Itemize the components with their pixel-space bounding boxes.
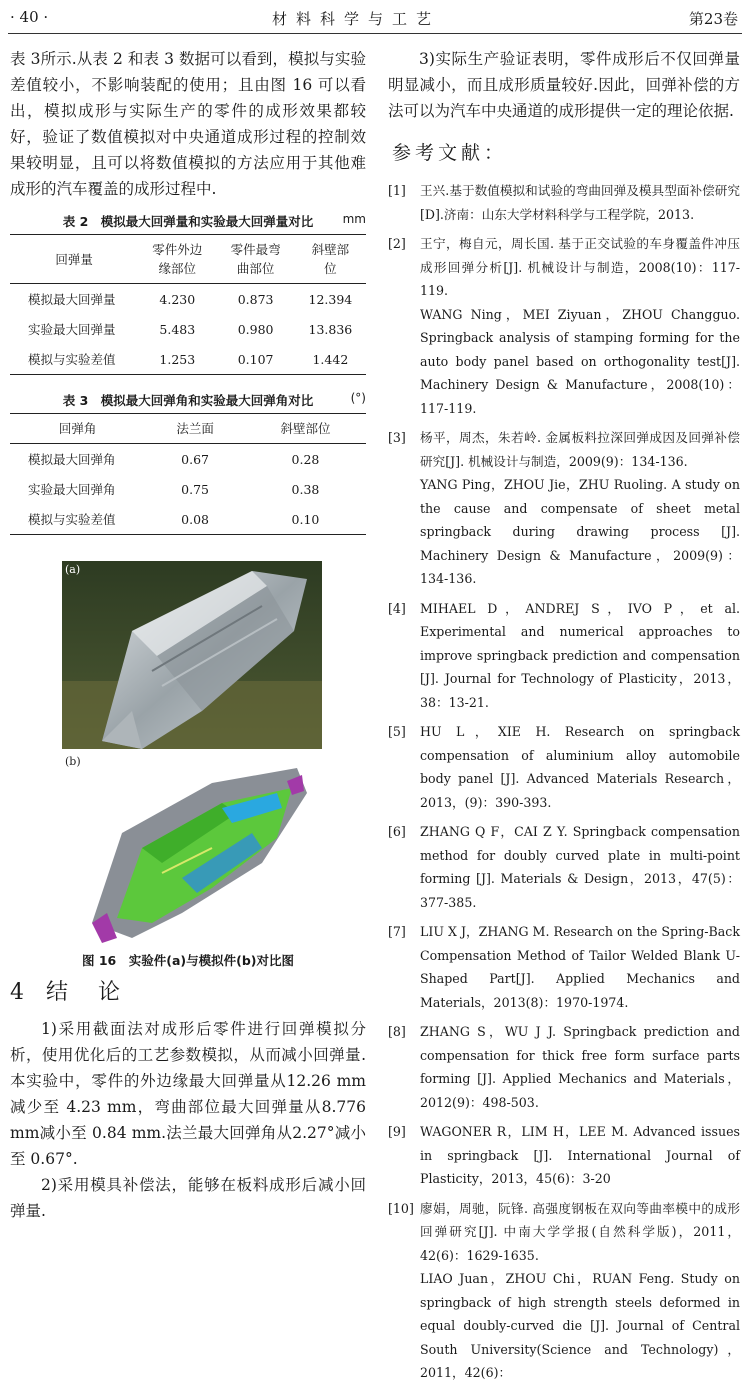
table-cell: 模拟与实验差值	[10, 344, 138, 375]
reference-item	[388, 1197, 740, 1385]
running-header	[0, 0, 750, 34]
reference-item	[388, 820, 740, 914]
table-cell: 0.08	[145, 504, 245, 535]
table-cell: 1.442	[295, 344, 366, 375]
reference-text	[420, 597, 740, 715]
section-title: 结 论	[46, 980, 125, 1005]
reference-line: MIHAEL D，ANDREJ S，IVO P，et al. Experimental and numerical approaches to improve springback prediction and compensation [J]. Journal for Technology of Plasticity，2013，38：13-21.	[420, 600, 740, 710]
table-header-row	[10, 235, 366, 284]
table-row	[10, 344, 366, 375]
table3-unit: (°)	[350, 391, 366, 405]
figure-label-a: (a)	[65, 563, 81, 576]
table-cell: 模拟最大回弹角	[28, 452, 116, 467]
reference-number: [1]	[388, 183, 406, 198]
reference-number: [4]	[388, 600, 406, 616]
reference-line: 廖娟，周驰，阮锋. 高强度钢板在双向等曲率模中的成形回弹研究[J]. 中南大学学报(自然科学版)，2011，42(6)：1629-1635.	[420, 1200, 740, 1263]
header-rule	[8, 33, 742, 34]
table-cell: 模拟与实验差值	[10, 504, 145, 535]
reference-list	[388, 179, 740, 1385]
table-header: 法兰面	[145, 414, 245, 444]
table2-title: 表 2 模拟最大回弹量和实验最大回弹量对比	[62, 214, 314, 229]
section-heading	[10, 975, 366, 1006]
reference-line: 杨平，周杰，朱若岭. 金属板料拉深回弹成因及回弹补偿研究[J]. 机械设计与制造，2009(9)：134-136.	[420, 430, 740, 469]
reference-text	[420, 179, 740, 226]
volume-label: 第23卷	[688, 10, 738, 28]
reference-item	[388, 920, 740, 1014]
reference-item	[388, 232, 740, 420]
reference-text	[420, 1120, 740, 1191]
table2	[10, 234, 366, 375]
reference-number: [2]	[388, 236, 406, 251]
table-header: 回弹角	[10, 414, 145, 444]
reference-number: [6]	[388, 824, 406, 839]
reference-line: ZHANG S，WU J J. Springback prediction and compensation for thick free form surface parts forming [J]. Applied Mechanics and Materials，2012(9)：498-503.	[420, 1024, 740, 1110]
table3	[10, 413, 366, 535]
table3-title: 表 3 模拟最大回弹角和实验最大回弹角对比	[62, 393, 314, 408]
figure-label-b: (b)	[65, 755, 81, 768]
conclusion-1: 1)采用截面法对成形后零件进行回弹模拟分析，使用优化后的工艺参数模拟，从而减小回弹量.本实验中，零件的外边缘最大回弹量从12.26 mm减少至 4.23 mm，弯曲部位最大回弹量从8.776 mm减小至 0.84 mm.法兰最大回弹角从2.27°减小至 0.67°.	[10, 1020, 366, 1168]
reference-number: [9]	[388, 1124, 406, 1139]
reference-line: HU L，XIE H. Research on springback compensation of aluminium alloy automobile body panel [J]. Advanced Materials Research，2013，(9)：390-393.	[420, 724, 740, 810]
table-cell: 5.483	[159, 321, 196, 337]
table-cell: 1.253	[138, 344, 216, 375]
table-header: 回弹量	[10, 235, 138, 284]
reference-line: LIAO Juan，ZHOU Chi，RUAN Feng. Study on springback of high strength steels deformed in equal doubly-curved die [J]. Journal of Central South University(Science and Technology)，2011，42(6)：	[420, 1271, 740, 1380]
table3-caption	[10, 391, 366, 409]
table-header: 零件最弯曲部位	[216, 235, 294, 284]
table-cell: 模拟最大回弹量	[28, 292, 116, 307]
table-row	[10, 444, 366, 475]
reference-line: LIU X J，ZHANG M. Research on the Spring-Back Compensation Method of Tailor Welded Blank U-Shaped Part[J]. Applied Mechanics and Materials，2013(8)：1970-1974.	[420, 924, 740, 1010]
table-header: 零件外边缘部位	[138, 235, 216, 284]
reference-text	[420, 232, 740, 420]
reference-line: YANG Ping，ZHOU Jie，ZHU Ruoling. A study on the cause and compensate of sheet metal springback during drawing process [J]. Machinery Design & Manufacture，2009(9)：134-136.	[420, 477, 740, 586]
reference-item	[388, 426, 740, 591]
table-cell: 0.873	[237, 291, 274, 307]
reference-item	[388, 720, 740, 814]
table-cell: 0.38	[291, 481, 320, 497]
reference-line: 王宁，梅自元，周长国. 基于正交试验的车身覆盖件冲压成形回弹分析[J]. 机械设计与制造，2008(10)：117-119.	[420, 236, 740, 298]
reference-line: 王兴.基于数值模拟和试验的弯曲回弹及模具型面补偿研究[D].济南：山东大学材料科学与工程学院，2013.	[420, 183, 740, 222]
table-cell: 0.980	[237, 321, 274, 337]
section-number: 4	[10, 980, 28, 1005]
journal-title: 材料科学与工艺	[272, 10, 441, 28]
table-cell: 0.28	[291, 451, 320, 467]
reference-number: [5]	[388, 724, 406, 739]
page-number: · 40 ·	[10, 8, 49, 26]
figure-caption: 图 16 实验件(a)与模拟件(b)对比图	[82, 953, 294, 968]
reference-item	[388, 1120, 740, 1191]
conclusion-3: 3)实际生产验证表明，零件成形后不仅回弹量明显减小，而且成形质量较好.因此，回弹补偿的方法可以为汽车中央通道的成形提供一定的理论依据.	[388, 50, 740, 120]
table-cell: 13.836	[308, 321, 353, 337]
table-row	[10, 314, 366, 344]
intro-paragraph: 表 3所示.从表 2 和表 3 数据可以看到，模拟与实验差值较小，不影响装配的使用；且由图 16 可以看出，模拟成形与实际生产的零件的成形效果都较好，验证了数值模拟对中央通道成形过程的控制效果较明显，且可以将数值模拟的方法应用于其他难成形的汽车覆盖的成形过程中.	[10, 50, 366, 198]
table-cell: 4.230	[159, 291, 196, 307]
left-column	[10, 46, 366, 1224]
reference-text	[420, 820, 740, 914]
reference-number: [10]	[388, 1200, 414, 1216]
table-cell: 12.394	[308, 291, 353, 307]
experimental-part-photo	[62, 561, 322, 749]
conclusion-2: 2)采用模具补偿法，能够在板料成形后减小回弹量.	[10, 1176, 366, 1220]
references-heading: 参考文献：	[392, 142, 508, 164]
table2-unit: mm	[342, 212, 366, 226]
table-cell: 0.107	[216, 344, 294, 375]
reference-line: WAGONER R，LIM H，LEE M. Advanced issues in springback [J]. International Journal of Plasticity，2013，45(6)：3-20	[420, 1124, 740, 1186]
table-cell: 实验最大回弹量	[28, 322, 116, 337]
figure-simulation-part	[62, 753, 322, 943]
reference-number: [7]	[388, 924, 406, 939]
reference-line: WANG Ning，MEI Ziyuan，ZHOU Changguo. Springback analysis of stamping forming for the auto body panel based on orthogonality test[J]. Machinery Design & Manufacture，2008(10)：117-119.	[420, 306, 740, 416]
table-row	[10, 474, 366, 504]
figure-photo-experimental-part	[62, 561, 322, 749]
reference-text	[420, 720, 740, 814]
reference-text	[420, 1197, 740, 1385]
reference-text	[420, 920, 740, 1014]
reference-item	[388, 1020, 740, 1114]
simulation-part-render	[62, 753, 322, 943]
table-header-row	[10, 414, 366, 444]
reference-item	[388, 179, 740, 226]
reference-text	[420, 1020, 740, 1114]
table-cell: 0.10	[245, 504, 366, 535]
table-cell: 0.67	[181, 451, 210, 467]
table-row	[10, 284, 366, 315]
reference-item	[388, 597, 740, 715]
reference-number: [8]	[388, 1024, 406, 1039]
table-header: 斜壁部位	[295, 235, 366, 284]
table-header: 斜壁部位	[245, 414, 366, 444]
table-cell: 实验最大回弹角	[28, 482, 116, 497]
table2-caption	[10, 212, 366, 230]
right-column	[388, 46, 740, 1391]
table-row	[10, 504, 366, 535]
reference-text	[420, 426, 740, 591]
table-cell: 0.75	[181, 481, 210, 497]
reference-line: ZHANG Q F，CAI Z Y. Springback compensation method for doubly curved plate in multi-point forming [J]. Materials & Design，2013，47(5)：377-385.	[420, 824, 740, 910]
reference-number: [3]	[388, 430, 406, 445]
figure-16	[62, 561, 322, 943]
